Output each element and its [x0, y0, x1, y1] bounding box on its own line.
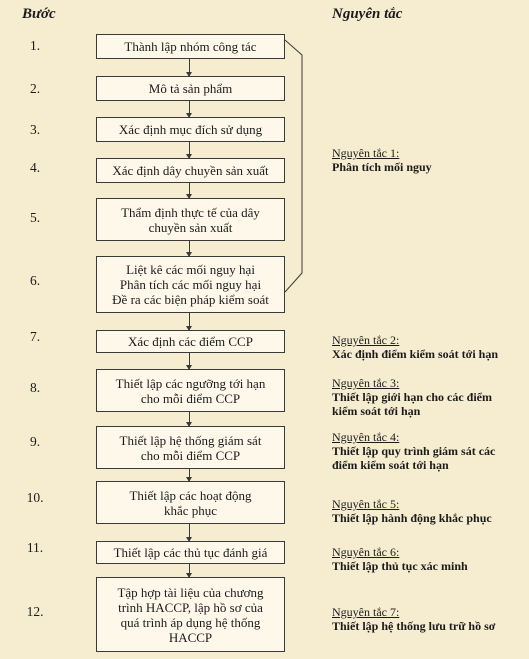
step-number: 12.	[26, 604, 44, 619]
principle-title: Nguyên tắc 3:	[332, 376, 400, 390]
principle-title: Nguyên tắc 4:	[332, 430, 400, 444]
principle-1	[332, 146, 432, 174]
principle-title: Nguyên tắc 6:	[332, 545, 400, 559]
step-box-determine-ccp: Xác định các điểm CCP	[96, 330, 285, 353]
step-number: 10.	[26, 490, 44, 505]
step-number: 5.	[29, 210, 41, 225]
step-number: 3.	[29, 122, 41, 137]
step-box-monitoring: Thiết lập hệ thống giám sát cho mỗi điểm CCP	[96, 426, 285, 469]
step-box-form-team: Thành lập nhóm công tác	[96, 34, 285, 59]
flow-arrow	[189, 101, 190, 117]
principle-description: Xác định điểm kiểm soát tới hạn	[332, 347, 498, 361]
step-box-intended-use: Xác định mục đích sử dụng	[96, 117, 285, 142]
flow-arrow	[189, 564, 190, 577]
flow-arrow	[189, 524, 190, 541]
step-box-documentation: Tập hợp tài liệu của chương trình HACCP, lập hồ sơ của quá trình áp dụng hệ thống HACCP	[96, 577, 285, 652]
flow-arrow	[189, 353, 190, 369]
principle-column-header: Nguyên tắc	[332, 6, 403, 22]
step-box-verification: Thiết lập các thủ tục đánh giá	[96, 541, 285, 564]
step-box-critical-limits: Thiết lập các ngưỡng tới hạn cho mỗi điểm CCP	[96, 369, 285, 412]
step-number: 2.	[29, 81, 41, 96]
flow-arrow	[189, 412, 190, 426]
flow-arrow	[189, 59, 190, 76]
flow-arrow	[189, 142, 190, 158]
step-number: 11.	[26, 540, 44, 555]
principle-2	[332, 333, 498, 361]
principle-5	[332, 497, 492, 525]
principle-3	[332, 376, 492, 418]
flow-arrow	[189, 241, 190, 256]
principle-description: Thiết lập giới hạn cho các điểm kiểm soát tới hạn	[332, 390, 492, 418]
step-column-header: Bước	[22, 6, 56, 22]
step-box-corrective-actions: Thiết lập các hoạt động khắc phục	[96, 481, 285, 524]
principle-description: Thiết lập thủ tục xác minh	[332, 559, 468, 573]
step-number: 4.	[29, 160, 41, 175]
principle-description: Phân tích mối nguy	[332, 160, 432, 174]
step-number: 8.	[29, 380, 41, 395]
step-number: 6.	[29, 273, 41, 288]
principle-description: Thiết lập quy trình giám sát các điểm kiểm soát tới hạn	[332, 444, 496, 472]
principle-6	[332, 545, 468, 573]
principle-title: Nguyên tắc 7:	[332, 605, 400, 619]
step-box-describe-product: Mô tả sản phẩm	[96, 76, 285, 101]
flow-arrow	[189, 183, 190, 198]
principle-7	[332, 605, 495, 633]
step-box-verify-flow: Thẩm định thực tế của dây chuyền sản xuất	[96, 198, 285, 241]
flow-arrow	[189, 469, 190, 481]
principle-4	[332, 430, 495, 472]
principle-title: Nguyên tắc 2:	[332, 333, 400, 347]
step-number: 9.	[29, 434, 41, 449]
principle-title: Nguyên tắc 1:	[332, 146, 400, 160]
principle-description: Thiết lập hệ thống lưu trữ hồ sơ	[332, 619, 496, 633]
step-number: 1.	[29, 38, 41, 53]
step-box-hazard-analysis: Liệt kê các mối nguy hại Phân tích các mối nguy hại Đề ra các biện pháp kiểm soát	[96, 256, 285, 313]
principle-title: Nguyên tắc 5:	[332, 497, 400, 511]
principle-description: Thiết lập hành động khắc phục	[332, 511, 492, 525]
flow-arrow	[189, 313, 190, 330]
step-box-process-flow: Xác định dây chuyền sản xuất	[96, 158, 285, 183]
step-number: 7.	[29, 329, 41, 344]
